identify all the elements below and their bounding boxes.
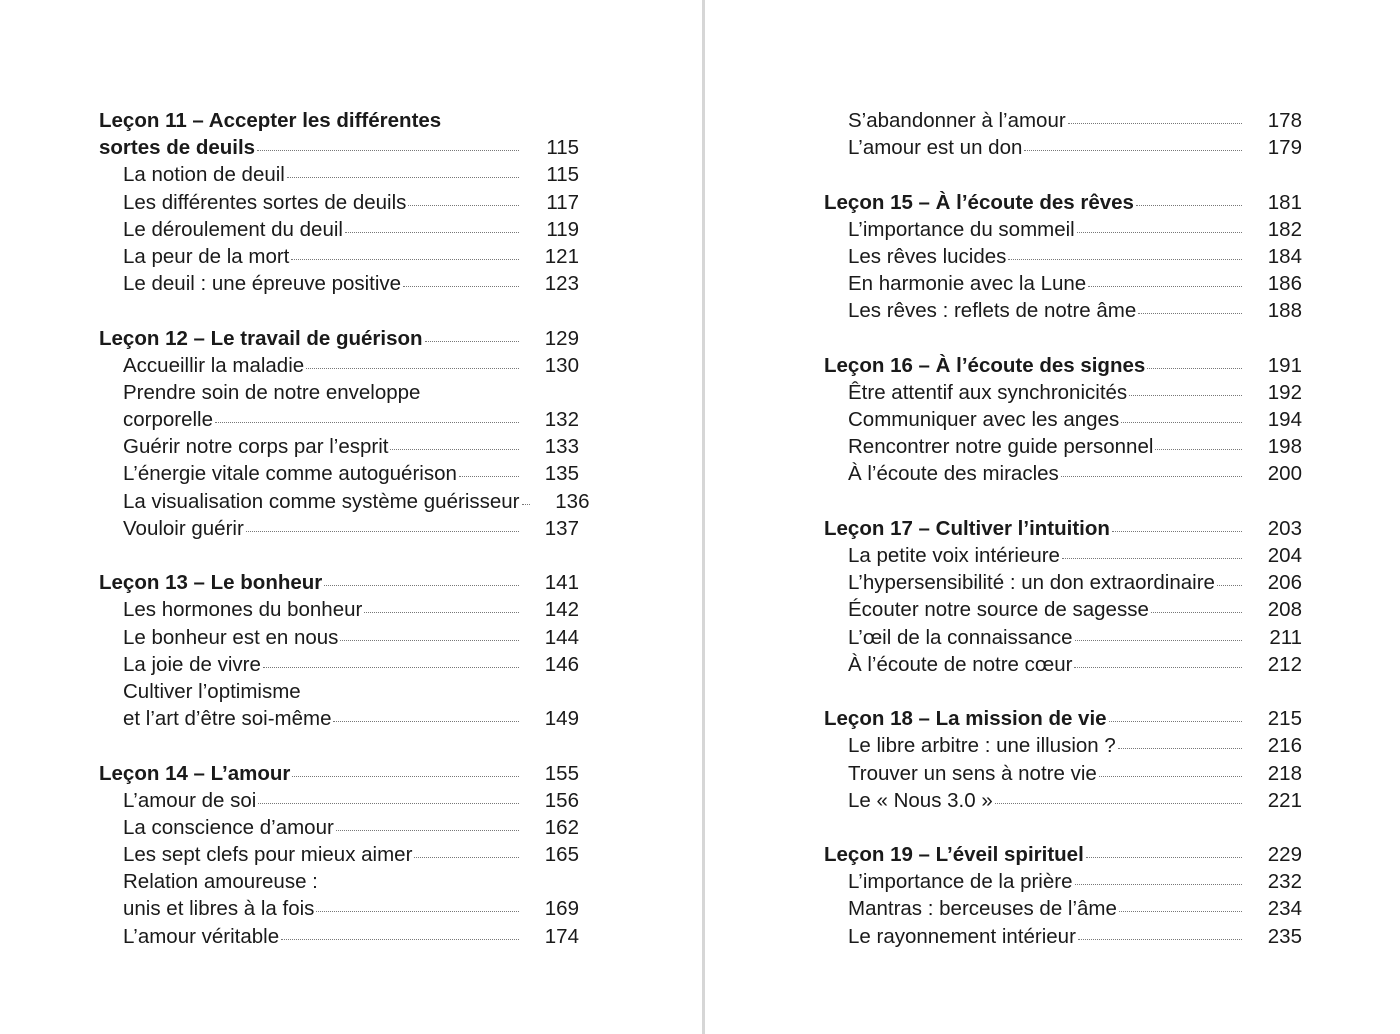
toc-entry-title: et l’art d’être soi-même: [123, 707, 332, 731]
dot-leader: [287, 176, 519, 178]
dot-leader: [1008, 258, 1242, 260]
toc-entry-title: Guérir notre corps par l’esprit: [123, 435, 389, 459]
toc-entry-title: Le « Nous 3.0 »: [848, 788, 993, 812]
toc-section-entry: [824, 107, 1302, 134]
table-of-contents-right: [824, 107, 1302, 950]
toc-section-entry: [824, 433, 1302, 460]
toc-entry-title: À l’écoute de notre cœur: [848, 652, 1073, 676]
toc-page-number: 174: [544, 924, 579, 948]
toc-chapter-entry: [824, 352, 1302, 379]
toc-page-number: 149: [544, 707, 579, 731]
dot-leader: [345, 231, 519, 233]
toc-page-number: 135: [544, 462, 579, 486]
toc-entry-row: [848, 216, 1302, 243]
toc-page-number: 232: [1267, 870, 1302, 894]
toc-page-number: 141: [544, 571, 579, 595]
toc-entry-row: [123, 624, 579, 651]
toc-entry-row: [848, 651, 1302, 678]
toc-spacer: [824, 325, 1302, 352]
toc-section-entry: [99, 189, 579, 216]
toc-section-entry: [824, 542, 1302, 569]
toc-entry-row: [824, 705, 1302, 732]
toc-chapter-entry: [824, 705, 1302, 732]
dot-leader: [257, 149, 519, 151]
toc-section-entry: [99, 216, 579, 243]
toc-section-entry: [824, 787, 1302, 814]
dot-leader: [1068, 122, 1242, 124]
toc-entry-title: Le déroulement du deuil: [123, 217, 343, 241]
toc-page-number: 179: [1267, 136, 1302, 160]
toc-entry-row: [848, 787, 1302, 814]
toc-entry-row: [123, 787, 579, 814]
toc-entry-title: En harmonie avec la Lune: [848, 272, 1087, 296]
toc-entry-title: Trouver un sens à notre vie: [848, 761, 1097, 785]
toc-entry-row: [123, 651, 579, 678]
dot-leader: [1155, 448, 1242, 450]
dot-leader: [324, 584, 519, 586]
dot-leader: [1086, 856, 1242, 858]
toc-section-entry: [99, 868, 579, 922]
toc-spacer: [824, 678, 1302, 705]
toc-entry-row: [824, 189, 1302, 216]
toc-entry-row: [848, 270, 1302, 297]
toc-section-entry: [824, 134, 1302, 161]
dot-leader: [1024, 149, 1242, 151]
dot-leader: [1112, 530, 1242, 532]
toc-section-entry: [99, 651, 579, 678]
dot-leader: [1078, 938, 1242, 940]
toc-entry-row: [123, 596, 579, 623]
dot-leader: [336, 829, 519, 831]
toc-entry-row: [848, 406, 1302, 433]
toc-page-number: 235: [1267, 924, 1302, 948]
toc-entry-title: S’abandonner à l’amour: [848, 109, 1066, 132]
toc-section-entry: [824, 596, 1302, 623]
toc-entry-title: Mantras : berceuses de l’âme: [848, 897, 1117, 921]
toc-page-number: 194: [1267, 408, 1302, 432]
book-gutter: [702, 0, 705, 1034]
dot-leader: [1129, 394, 1242, 396]
toc-page-number: 181: [1267, 190, 1302, 214]
toc-entry-title: L’énergie vitale comme autoguérison: [123, 462, 457, 486]
dot-leader: [1136, 204, 1242, 206]
toc-section-entry: [824, 379, 1302, 406]
toc-section-entry: [99, 161, 579, 188]
toc-section-entry: [824, 895, 1302, 922]
toc-section-entry: [99, 814, 579, 841]
toc-section-entry: [824, 868, 1302, 895]
dot-leader: [414, 856, 519, 858]
toc-page-number: 115: [546, 136, 579, 160]
toc-entry-title: La notion de deuil: [123, 163, 285, 187]
toc-page-number: 184: [1267, 244, 1302, 268]
toc-page-number: 208: [1267, 598, 1302, 622]
toc-entry-title: L’hypersensibilité : un don extraordinaire: [848, 571, 1215, 595]
toc-entry-row: [123, 841, 579, 868]
dot-leader: [1147, 367, 1242, 369]
toc-page-number: 132: [544, 408, 579, 432]
toc-section-entry: [99, 433, 579, 460]
toc-chapter-entry: [824, 189, 1302, 216]
toc-entry-row: [848, 923, 1302, 950]
toc-entry-row: [99, 134, 579, 161]
toc-page-number: 146: [544, 652, 579, 676]
dot-leader: [995, 802, 1242, 804]
toc-entry-title: Communiquer avec les anges: [848, 408, 1120, 432]
toc-page-number: 123: [544, 272, 579, 296]
toc-entry-row: [123, 270, 579, 297]
dot-leader: [425, 340, 519, 342]
toc-page-number: 133: [544, 435, 579, 459]
toc-chapter-entry: [824, 515, 1302, 542]
toc-entry-row: [824, 515, 1302, 542]
toc-spacer: [824, 488, 1302, 515]
dot-leader: [403, 285, 519, 287]
toc-section-entry: [99, 460, 579, 487]
toc-entry-title: Le bonheur est en nous: [123, 625, 339, 649]
toc-entry-title: Les rêves : reflets de notre âme: [848, 299, 1137, 323]
toc-section-entry: [824, 460, 1302, 487]
dot-leader: [1075, 883, 1243, 885]
dot-leader: [1061, 475, 1242, 477]
toc-page-number: 130: [544, 353, 579, 377]
toc-page-number: 211: [1269, 625, 1302, 649]
dot-leader: [306, 367, 519, 369]
dot-leader: [1217, 584, 1242, 586]
toc-entry-row: [824, 841, 1302, 868]
toc-entry-title: Le deuil : une épreuve positive: [123, 272, 402, 296]
toc-page-number: 136: [555, 489, 590, 513]
toc-entry-title: Rencontrer notre guide personnel: [848, 435, 1154, 459]
toc-entry-title: La petite voix intérieure: [848, 544, 1060, 567]
dot-leader: [263, 666, 519, 668]
toc-entry-row: [848, 542, 1302, 569]
toc-page-number: 192: [1267, 380, 1302, 404]
toc-entry-title-line1: Prendre soin de notre enveloppe: [123, 380, 421, 404]
toc-entry-title: sortes de deuils: [99, 136, 256, 160]
toc-entry-row: [848, 596, 1302, 623]
dot-leader: [1138, 312, 1242, 314]
toc-page-number: 203: [1267, 516, 1302, 540]
toc-section-entry: [99, 923, 579, 950]
toc-entry-title: L’importance de la prière: [848, 870, 1073, 894]
toc-entry-title-line1: Leçon 11 – Accepter les différentes: [99, 109, 442, 132]
toc-entry-title: Écouter notre source de sagesse: [848, 598, 1149, 622]
toc-entry-title: Le rayonnement intérieur: [848, 924, 1076, 948]
toc-entry-title: Les différentes sortes de deuils: [123, 190, 407, 214]
toc-entry-row: [848, 895, 1302, 922]
dot-leader: [258, 802, 519, 804]
toc-entry-row: [123, 895, 579, 922]
dot-leader: [1077, 231, 1242, 233]
toc-section-entry: [99, 841, 579, 868]
toc-entry-title: Être attentif aux synchronicités: [848, 380, 1128, 404]
toc-section-entry: [99, 352, 579, 379]
toc-page-number: 162: [544, 815, 579, 839]
toc-entry-row: [848, 297, 1302, 324]
dot-leader: [1099, 775, 1242, 777]
toc-entry-title: Leçon 15 – À l’écoute des rêves: [824, 190, 1134, 214]
table-of-contents-left: [99, 107, 590, 950]
toc-page-number: 117: [546, 190, 579, 214]
toc-entry-row: [99, 325, 579, 352]
toc-spacer: [99, 732, 579, 759]
toc-entry-title: Leçon 18 – La mission de vie: [824, 707, 1107, 731]
dot-leader: [408, 204, 519, 206]
toc-entry-title: Accueillir la maladie: [123, 353, 305, 377]
toc-entry-title: Les hormones du bonheur: [123, 598, 363, 622]
toc-chapter-entry: [824, 841, 1302, 868]
toc-section-entry: [824, 923, 1302, 950]
toc-entry-row: [123, 161, 579, 188]
toc-entry-title: Leçon 19 – L’éveil spirituel: [824, 843, 1084, 867]
toc-entry-title: unis et libres à la fois: [123, 897, 315, 921]
dot-leader: [390, 448, 519, 450]
toc-page-number: 229: [1267, 843, 1302, 867]
toc-entry-row: [123, 705, 579, 732]
toc-page-number: 198: [1267, 435, 1302, 459]
toc-page-number: 221: [1267, 788, 1302, 812]
toc-entry-title: Leçon 16 – À l’écoute des signes: [824, 353, 1146, 377]
toc-page-number: 178: [1267, 109, 1302, 132]
toc-section-entry: [824, 569, 1302, 596]
toc-chapter-entry: [99, 569, 579, 596]
toc-entry-title-line1: Cultiver l’optimisme: [123, 679, 301, 703]
toc-section-entry: [99, 243, 579, 270]
toc-entry-title: Leçon 12 – Le travail de guérison: [99, 326, 423, 350]
toc-entry-row: [848, 732, 1302, 759]
toc-entry-row: [848, 760, 1302, 787]
toc-section-entry: [824, 732, 1302, 759]
toc-entry-title: Leçon 17 – Cultiver l’intuition: [824, 516, 1110, 540]
toc-entry-title: Vouloir guérir: [123, 516, 244, 540]
toc-page-number: 115: [546, 163, 579, 187]
toc-entry-title: La peur de la mort: [123, 244, 290, 268]
toc-section-entry: [99, 270, 579, 297]
toc-entry-row: [848, 107, 1302, 134]
toc-entry-title: L’amour véritable: [123, 924, 280, 948]
toc-entry-row: [848, 379, 1302, 406]
dot-leader: [246, 530, 519, 532]
toc-page-number: 121: [544, 244, 579, 268]
dot-leader: [522, 503, 530, 505]
toc-entry-row: [123, 216, 579, 243]
toc-entry-row: [123, 243, 579, 270]
dot-leader: [1075, 639, 1243, 641]
toc-entry-title: Leçon 14 – L’amour: [99, 761, 291, 785]
toc-section-entry: [824, 270, 1302, 297]
dot-leader: [281, 938, 519, 940]
toc-page-number: 206: [1267, 571, 1302, 595]
toc-entry-title: À l’écoute des miracles: [848, 462, 1059, 486]
toc-page-number: 137: [544, 516, 579, 540]
dot-leader: [340, 639, 519, 641]
toc-page-number: 200: [1267, 462, 1302, 486]
toc-entry-row: [123, 515, 579, 542]
toc-entry-row: [848, 460, 1302, 487]
toc-entry-row: [123, 923, 579, 950]
toc-page-number: 191: [1267, 353, 1302, 377]
right-page: [706, 0, 1400, 1034]
toc-entry-row: [99, 760, 579, 787]
toc-entry-row: [123, 352, 579, 379]
toc-page-number: 218: [1267, 761, 1302, 785]
toc-section-entry: [824, 760, 1302, 787]
dot-leader: [1109, 720, 1242, 722]
toc-chapter-entry: [99, 760, 579, 787]
toc-section-entry: [99, 624, 579, 651]
toc-entry-row: [123, 406, 579, 433]
toc-entry-row: [848, 624, 1302, 651]
toc-entry-row: [99, 569, 579, 596]
toc-section-entry: [99, 678, 579, 732]
toc-section-entry: [99, 379, 579, 433]
toc-section-entry: [824, 406, 1302, 433]
toc-entry-row: [123, 488, 590, 515]
dot-leader: [1118, 747, 1242, 749]
toc-section-entry: [824, 297, 1302, 324]
toc-entry-title: Les rêves lucides: [848, 244, 1007, 268]
toc-entry-title: Le libre arbitre : une illusion ?: [848, 734, 1116, 758]
toc-entry-row: [848, 569, 1302, 596]
toc-section-entry: [99, 515, 579, 542]
toc-entry-row: [848, 243, 1302, 270]
toc-entry-title-line1: Relation amoureuse :: [123, 870, 318, 894]
toc-page-number: 204: [1267, 544, 1302, 567]
toc-page-number: 155: [544, 761, 579, 785]
toc-page-number: 169: [544, 897, 579, 921]
toc-entry-title: Leçon 13 – Le bonheur: [99, 571, 323, 595]
toc-spacer: [824, 161, 1302, 188]
toc-entry-title: L’importance du sommeil: [848, 217, 1075, 241]
toc-section-entry: [824, 216, 1302, 243]
dot-leader: [333, 720, 519, 722]
toc-section-entry: [824, 243, 1302, 270]
toc-entry-title: Les sept clefs pour mieux aimer: [123, 843, 413, 867]
toc-section-entry: [824, 651, 1302, 678]
toc-spacer: [824, 814, 1302, 841]
toc-page-number: 156: [544, 788, 579, 812]
toc-entry-row: [848, 134, 1302, 161]
toc-chapter-entry: [99, 325, 579, 352]
toc-page-number: 165: [544, 843, 579, 867]
toc-page-number: 216: [1267, 734, 1302, 758]
toc-entry-row: [848, 433, 1302, 460]
toc-page-number: 119: [546, 217, 579, 241]
toc-page-number: 234: [1267, 897, 1302, 921]
toc-section-entry: [99, 596, 579, 623]
toc-page-number: 212: [1267, 652, 1302, 676]
dot-leader: [1062, 557, 1242, 559]
toc-entry-row: [824, 352, 1302, 379]
toc-entry-title: La visualisation comme système guérisseur: [123, 489, 520, 513]
toc-entry-row: [848, 868, 1302, 895]
toc-entry-row: [123, 814, 579, 841]
toc-section-entry: [99, 488, 590, 515]
toc-page-number: 188: [1267, 299, 1302, 323]
toc-spacer: [99, 297, 579, 324]
toc-entry-title: La joie de vivre: [123, 652, 261, 676]
dot-leader: [215, 421, 519, 423]
dot-leader: [1119, 910, 1242, 912]
toc-entry-title: La conscience d’amour: [123, 815, 334, 839]
dot-leader: [1074, 666, 1242, 668]
toc-entry-title: L’amour est un don: [848, 136, 1023, 160]
dot-leader: [459, 475, 519, 477]
toc-page-number: 142: [544, 598, 579, 622]
dot-leader: [364, 611, 519, 613]
toc-page-number: 215: [1267, 707, 1302, 731]
toc-entry-title: L’œil de la connaissance: [848, 625, 1073, 649]
toc-spacer: [99, 542, 579, 569]
dot-leader: [291, 258, 519, 260]
toc-entry-title: L’amour de soi: [123, 788, 257, 812]
toc-entry-row: [123, 189, 579, 216]
dot-leader: [316, 910, 519, 912]
dot-leader: [1121, 421, 1242, 423]
toc-page-number: 182: [1267, 217, 1302, 241]
toc-entry-row: [123, 460, 579, 487]
toc-page-number: 186: [1267, 272, 1302, 296]
toc-section-entry: [99, 787, 579, 814]
toc-entry-row: [123, 433, 579, 460]
toc-page-number: 144: [544, 625, 579, 649]
toc-section-entry: [824, 624, 1302, 651]
dot-leader: [292, 775, 519, 777]
toc-entry-title: corporelle: [123, 408, 214, 432]
dot-leader: [1088, 285, 1242, 287]
toc-chapter-entry: [99, 107, 579, 161]
toc-page-number: 129: [544, 326, 579, 350]
dot-leader: [1151, 611, 1242, 613]
